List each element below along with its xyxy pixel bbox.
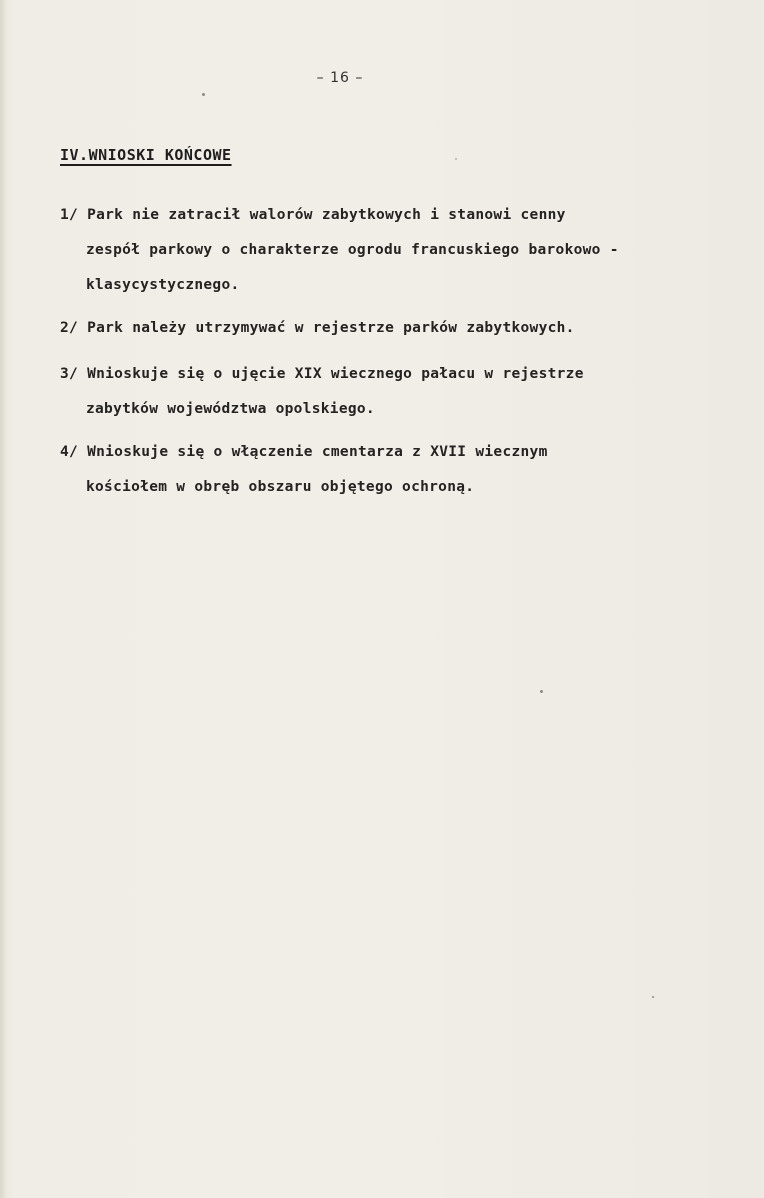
page-number: – 16 – [316,70,364,86]
conclusion-line: zespół parkowy o charakterze ogrodu francuskiego barokowo - [86,242,619,258]
paper-speck [540,690,543,693]
paper-speck [455,158,457,160]
conclusion-line: zabytków województwa opolskiego. [86,401,375,417]
conclusion-item-4 [60,435,710,505]
paper-speck [202,93,205,96]
page-edge-shadow [0,0,6,1198]
conclusion-line: 4/ Wnioskuje się o włączenie cmentarza z XVII wiecznym [60,444,548,460]
conclusion-line: 3/ Wnioskuje się o ujęcie XIX wiecznego pałacu w rejestrze [60,366,584,382]
conclusion-item-3 [60,357,710,427]
section-heading: IV.WNIOSKI KOŃCOWE [60,146,232,164]
conclusion-line: 2/ Park należy utrzymywać w rejestrze parków zabytkowych. [60,320,575,336]
conclusion-line: klasycystycznego. [86,277,240,293]
conclusion-item-2 [60,311,710,346]
conclusion-line: 1/ Park nie zatracił walorów zabytkowych i stanowi cenny [60,207,566,223]
conclusion-item-1 [60,198,710,303]
conclusion-line: kościołem w obręb obszaru objętego ochroną. [86,479,475,495]
paper-speck [652,996,654,998]
